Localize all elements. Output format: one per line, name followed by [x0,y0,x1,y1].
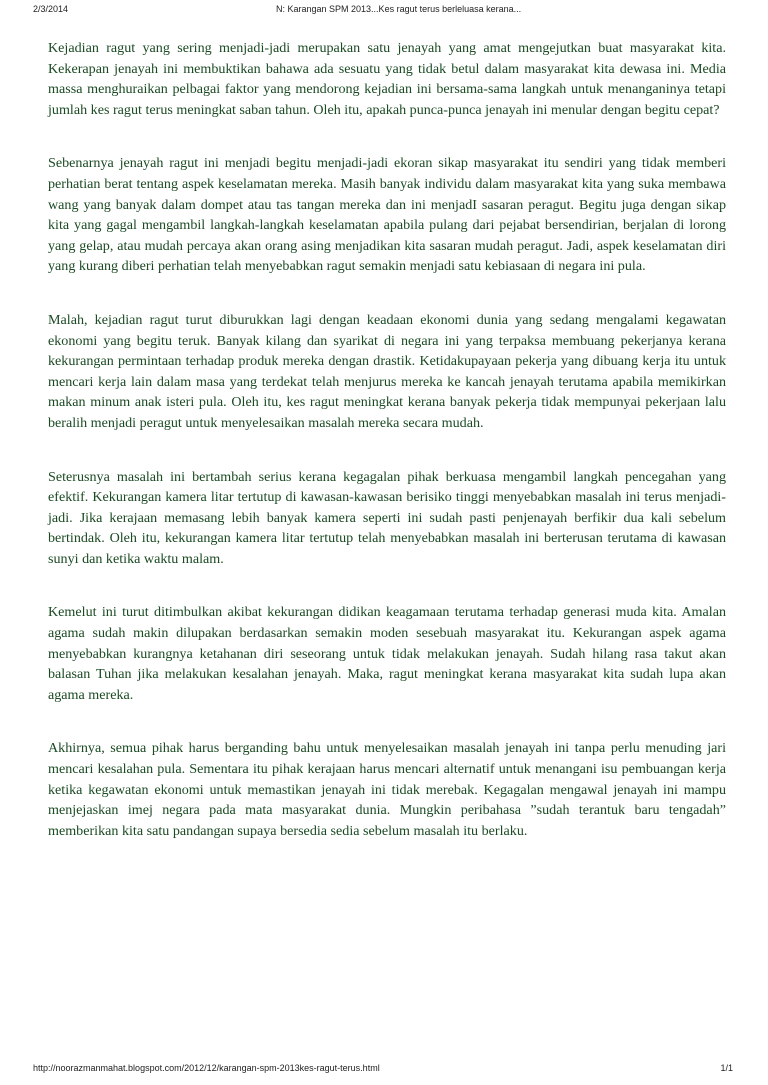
paragraph-conclusion: Akhirnya, semua pihak harus berganding bahu untuk menyelesaikan masalah jenayah ini tanpa perlu menuding jari mencari kesalahan pula. Sementara itu pihak kerajaan harus mencari alternatif untuk menangani isu pembuangan kerja ketika kegawatan ekonomi untuk memastikan jenayah ini tidak merebak. Kegagalan mengawal jenayah ini mampu menjejaskan imej negara pada mata masyarakat dunia. Mungkin peribahasa ”sudah terantuk baru tengadah” memberikan kita satu pandangan supaya bersedia sedia sebelum masalah itu berlaku. [48,740,726,839]
print-date: 2/3/2014 [33,4,69,14]
paragraph-attitude: Sebenarnya jenayah ragut ini menjadi begitu menjadi-jadi ekoran sikap masyarakat itu sendiri yang tidak memberi perhatian berat tentang aspek keselamatan mereka. Masih banyak individu dalam masyarakat kita yang suka membawa wang yang banyak dalam dompet atau tas tangan mereka dan ini menjadI sasaran peragut. Begitu juga dengan sikap kita yang gagal mengambil langkah-langkah keselamatan apabila pulang dari pejabat bersendirian, berjalan di lorong yang gelap, atau mudah percaya akan orang asing menjadikan kita sasaran mudah peragut. Jadi, aspek keselamatan diri yang kurang diberi perhatian telah menyebabkan ragut semakin menjadi satu kebiasaan di negara ini pula. [48,155,726,275]
paragraph-religion: Kemelut ini turut ditimbulkan akibat kekurangan didikan keagamaan terutama terhadap generasi muda kita. Amalan agama sudah makin dilupakan berdasarkan semakin moden sesebuah masyarakat itu. Kekurangan aspek agama menyebabkan kurangnya ketahanan diri seseorang untuk tidak melakukan jenayah. Sudah hilang rasa takut akan balasan Tuhan jika melakukan kesalahan jenayah. Maka, ragut meningkat kerana masyarakat kita sudah lupa akan agama mereka. [48,604,726,703]
paragraph-authorities: Seterusnya masalah ini bertambah serius kerana kegagalan pihak berkuasa mengambil langkah pencegahan yang efektif. Kekurangan kamera litar tertutup di kawasan-kawasan berisiko tinggi menyebabkan masalah ini terus menjadi-jadi. Jika kerajaan memasang lebih banyak kamera seperti ini sudah pasti penjenayah berfikir dua kali sebelum bertindak. Oleh itu, kekurangan kamera litar tertutup telah menyebabkan masalah ini berterusan terutama di kawasan sunyi dan ketika waktu malam. [48,468,726,567]
paragraph-intro: Kejadian ragut yang sering menjadi-jadi merupakan satu jenayah yang amat mengejutkan buat masyarakat kita. Kekerapan jenayah ini membuktikan bahawa ada sesuatu yang tidak betul dalam masyarakat kita dewasa ini. Media massa menghuraikan pelbagai faktor yang mendorong kejadian ini bersama-sama langkah untuk menanganinya tetapi jumlah kes ragut terus meningkat saban tahun. Oleh itu, apakah punca-punca jenayah ini menular dengan begitu cepat? [48,40,726,118]
print-header [33,2,733,18]
paragraph-economy: Malah, kejadian ragut turut diburukkan lagi dengan keadaan ekonomi dunia yang sedang mengalami kegawatan ekonomi yang begitu teruk. Banyak kilang dan syarikat di negara ini yang terpaksa membuang pekerjanya kerana kekurangan permintaan terhadap produk mereka dengan drastik. Ketidakupayaan pekerja yang dibuang kerja itu untuk mencari kerja lain dalam masa yang terdekat telah menjurus mereka ke kancah jenayah terutama apabila memikirkan makan minum anak isteri pula. Oleh itu, kes ragut meningkat kerana banyak pekerja tidak mempunyai pekerjaan lalu beralih menjadi peragut untuk menyelesaikan masalah mereka secara mudah. [48,311,726,431]
source-url[interactable]: http://noorazmanmahat.blogspot.com/2012/12/karangan-spm-2013kes-ragut-terus.html [33,1063,380,1073]
article-body [48,38,726,874]
page-number: 1/1 [720,1063,733,1073]
print-footer [33,1063,733,1077]
page-title: N: Karangan SPM 2013...Kes ragut terus berleluasa kerana... [276,4,522,14]
